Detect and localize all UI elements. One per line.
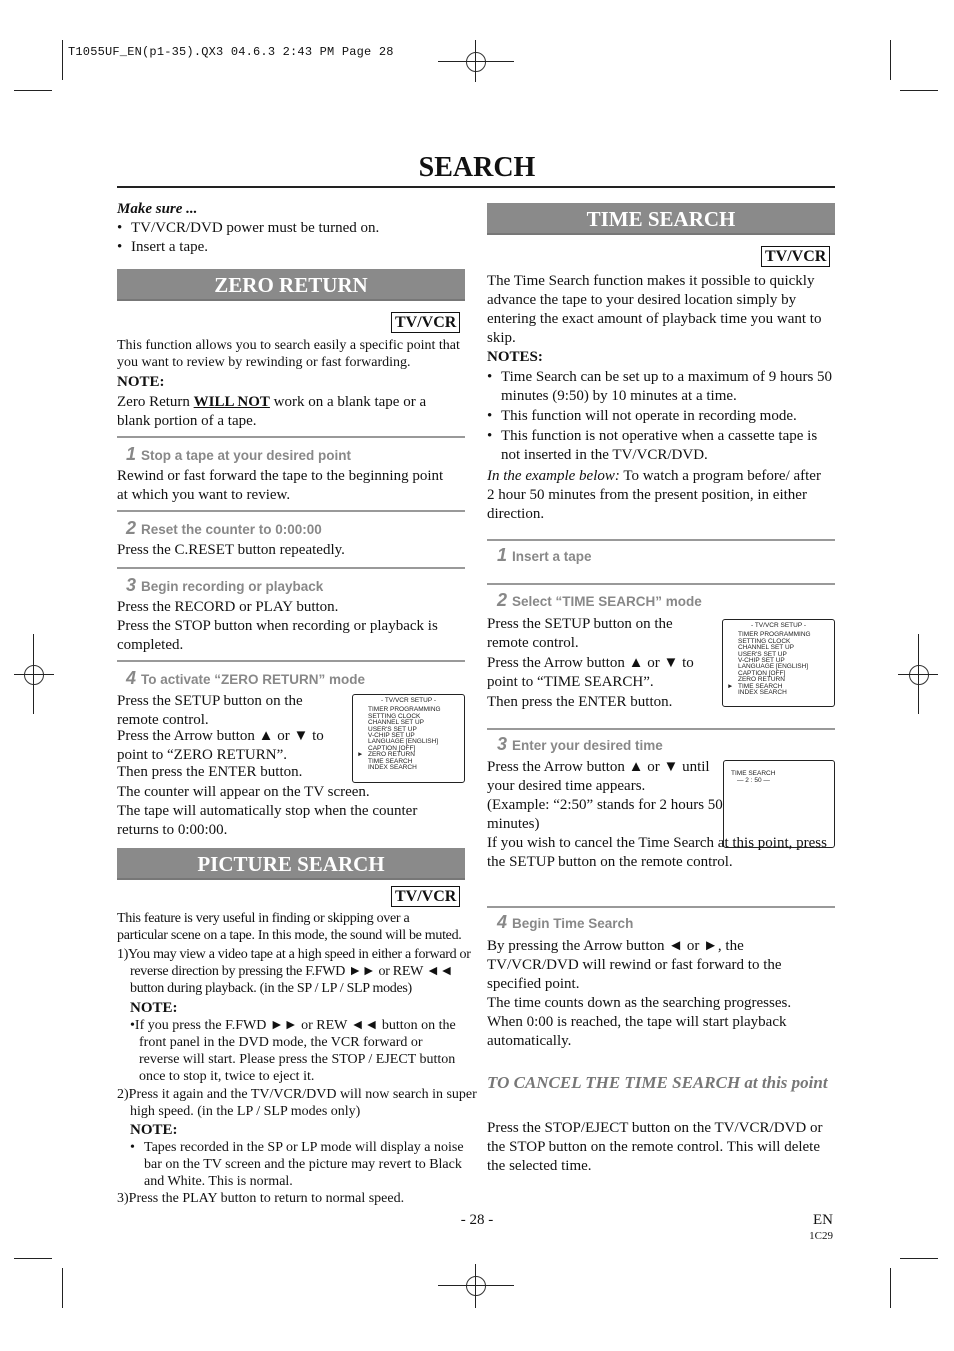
section-bar-zero-return	[117, 269, 465, 301]
note-label: NOTE:	[130, 1122, 178, 1138]
step-heading: 1 Stop a tape at your desired point	[126, 444, 352, 464]
step-rule	[117, 660, 465, 662]
registration-mark	[438, 1285, 514, 1286]
make-sure-item: • Insert a tape.	[117, 238, 462, 257]
section-bar-time-search	[487, 203, 835, 235]
step-heading: 2 Select “TIME SEARCH” mode	[497, 590, 702, 610]
step-body: Press the Arrow button ▲ or ▼ until your desired time appears.	[487, 759, 710, 794]
osd-header: - TV/VCR SETUP -	[380, 697, 437, 704]
osd-item: USER'S SET UP	[368, 725, 417, 733]
step-body: Press the SETUP button on the remote control.	[117, 693, 303, 728]
crop-mark	[14, 90, 52, 91]
make-sure-heading: Make sure ...	[117, 201, 198, 217]
crop-mark	[900, 1258, 938, 1259]
crop-mark	[62, 40, 63, 80]
step-heading: 2 Reset the counter to 0:00:00	[126, 518, 322, 538]
zero-return-note-label: NOTE:	[117, 374, 165, 390]
notes-label: NOTES:	[487, 349, 543, 365]
picture-search-item: 1)You may view a video tape at a high speed in either a forward or reverse direction by pressing the F.FWD ►► or REW ◄◄ button during playback. (in the SP / LP / SLP modes)	[117, 947, 471, 996]
registration-mark	[24, 665, 44, 685]
picture-search-note: • Tapes recorded in the SP or LP mode will display a noise bar on the TV screen and the picture may revert to Black and White. This is normal.	[130, 1139, 465, 1190]
title-rule	[117, 186, 835, 188]
registration-mark	[466, 52, 486, 72]
osd-item: ZERO RETURN	[738, 676, 785, 684]
step-body: Press the Arrow button ▲ or ▼ to point to “ZERO RETURN”.	[117, 728, 324, 763]
osd-ts-label: TIME SEARCH	[731, 770, 776, 777]
step-heading: 3 Enter your desired time	[497, 734, 663, 754]
note-text: Zero Return	[117, 394, 194, 410]
step-body: The counter will appear on the TV screen.	[117, 784, 370, 800]
step-heading: 4 To activate “ZERO RETURN” mode	[126, 668, 366, 688]
example-label: In the example below:	[487, 468, 620, 484]
step-body: Press the RECORD or PLAY button.	[117, 599, 339, 615]
osd-item: LANGUAGE [ENGLISH]	[368, 738, 439, 746]
osd-item: TIME SEARCH	[368, 757, 413, 765]
step-rule	[117, 567, 465, 569]
picture-search-item: 2)Press it again and the TV/VCR/DVD will now search in super high speed. (in the LP / SLP modes only)	[117, 1087, 477, 1119]
note-text: work on a blank tape or a blank portion of a tape.	[117, 394, 427, 429]
page-number: - 28 -	[460, 1212, 494, 1228]
tv-vcr-badge: TV/VCR	[391, 886, 460, 907]
step-body: Then press the ENTER button.	[117, 764, 303, 780]
osd-setup-menu	[352, 694, 465, 783]
osd-ts-value: — 2 : 50 —	[737, 777, 770, 785]
step-body: Then press the ENTER button.	[487, 694, 673, 710]
osd-item: SETTING CLOCK	[738, 637, 791, 645]
registration-mark	[14, 674, 54, 675]
cursor-icon: ►	[727, 682, 734, 690]
picture-search-item: 3)Press the PLAY button to return to normal speed.	[117, 1191, 405, 1206]
page-title: SEARCH	[418, 152, 536, 183]
step-rule	[117, 510, 465, 512]
crop-mark	[14, 1258, 52, 1259]
step-body: Press the SETUP button on the remote control.	[487, 616, 673, 651]
step-heading: 1 Insert a tape	[497, 545, 592, 565]
language-code: EN	[813, 1212, 833, 1228]
picture-search-intro: This feature is very useful in finding or skipping over a particular scene on a tape. In this mode, the sound will be muted.	[117, 911, 462, 943]
registration-mark	[438, 61, 514, 62]
step-body: By pressing the Arrow button ◄ or ►, the TV/VCR/DVD will rewind or fast forward to the specified point.	[487, 938, 782, 992]
step-rule	[487, 906, 835, 908]
time-search-intro: The Time Search function makes it possible to quickly advance the tape to your desired location simply by entering the exact amount of playback time you want to skip.	[487, 273, 822, 346]
osd-item: TIMER PROGRAMMING	[738, 631, 811, 639]
registration-mark	[475, 1264, 476, 1308]
step-body: The tape will automatically stop when the counter returns to 0:00:00.	[117, 803, 418, 838]
cancel-text: Press the STOP/EJECT button on the TV/VCR/DVD or the STOP button on the remote control. This will delete the selected time.	[487, 1120, 823, 1174]
tv-vcr-badge: TV/VCR	[761, 246, 830, 267]
step-body: Rewind or fast forward the tape to the beginning point at which you want to review.	[117, 468, 444, 503]
time-search-note: • This function is not operative when a cassette tape is not inserted in the TV/VCR/DVD.	[487, 427, 835, 465]
section-title: TIME SEARCH	[586, 207, 736, 231]
step-body: Press the Arrow button ▲ or ▼ to point to “TIME SEARCH”.	[487, 655, 694, 690]
step-rule	[487, 539, 835, 541]
crop-mark	[62, 1268, 63, 1308]
step-body: Press the STOP button when recording or playback is completed.	[117, 618, 438, 653]
osd-item: CHANNEL SET UP	[368, 719, 424, 727]
osd-time-search	[723, 760, 835, 848]
osd-setup-menu	[722, 619, 835, 707]
osd-item-selected: ► ZERO RETURN	[357, 751, 415, 759]
step-rule	[487, 583, 835, 585]
note-emphasis: WILL NOT	[193, 394, 270, 410]
section-bar-picture-search	[117, 848, 465, 880]
example-text: To watch a program before/ after 2 hour 50 minutes from the present position, in either direction.	[487, 468, 821, 522]
crop-mark	[900, 90, 938, 91]
time-search-note: • This function will not operate in recording mode.	[487, 407, 835, 426]
osd-item: CAPTION [OFF]	[738, 669, 786, 677]
make-sure-item: • TV/VCR/DVD power must be turned on.	[117, 219, 462, 238]
time-search-note: • Time Search can be set up to a maximum of 9 hours 50 minutes (9:50) by 10 minutes at a time.	[487, 368, 835, 406]
note-label: NOTE:	[130, 1000, 178, 1016]
crop-mark	[890, 40, 891, 80]
step-rule	[487, 728, 835, 730]
osd-item: V-CHIP SET UP	[368, 732, 415, 740]
step-heading: 4 Begin Time Search	[497, 912, 634, 932]
osd-item: LANGUAGE [ENGLISH]	[738, 663, 809, 671]
section-title: ZERO RETURN	[214, 273, 368, 297]
osd-item-selected: ► TIME SEARCH	[727, 682, 783, 690]
make-sure-block	[117, 200, 462, 257]
picture-search-note-list	[130, 1139, 465, 1190]
zero-return-note	[117, 393, 462, 431]
tv-vcr-badge: TV/VCR	[391, 312, 460, 333]
crop-mark	[890, 1268, 891, 1308]
osd-header: - TV/VCR SETUP -	[750, 622, 807, 629]
step-body: (Example: “2:50” stands for 2 hours 50 minutes)	[487, 797, 723, 832]
step-body: The time counts down as the searching progresses. When 0:00 is reached, the tape will start playback automatically.	[487, 995, 792, 1049]
registration-mark	[898, 674, 938, 675]
file-header: T1055UF_EN(p1-35).QX3 04.6.3 2:43 PM Page 28	[68, 45, 394, 59]
osd-item: CHANNEL SET UP	[738, 644, 794, 652]
osd-item: CAPTION [OFF]	[368, 744, 416, 752]
cancel-heading: TO CANCEL THE TIME SEARCH at this point	[487, 1073, 828, 1092]
registration-mark	[909, 665, 929, 685]
section-title: PICTURE SEARCH	[197, 852, 385, 876]
osd-item: INDEX SEARCH	[368, 764, 417, 772]
osd-item: TIMER PROGRAMMING	[368, 706, 441, 714]
time-search-notes	[487, 368, 835, 465]
picture-search-note: •If you press the F.FWD ►► or REW ◄◄ button on the front panel in the DVD mode, the VCR forward or reverse will start. Please press the STOP / EJECT button once to stop it, twice to eject it.	[130, 1018, 456, 1084]
osd-item: V-CHIP SET UP	[738, 657, 785, 665]
document-code: 1C29	[809, 1230, 833, 1242]
osd-item: SETTING CLOCK	[368, 712, 421, 720]
time-search-example	[487, 467, 832, 524]
step-body: Press the C.RESET button repeatedly.	[117, 542, 345, 558]
osd-item: USER'S SET UP	[738, 650, 787, 658]
step-heading: 3 Begin recording or playback	[126, 575, 324, 595]
zero-return-intro: This function allows you to search easily a specific point that you want to review by rewinding or fast forwarding.	[117, 338, 460, 370]
step-body: If you wish to cancel the Time Search at this point, press the SETUP button on the remote control.	[487, 835, 827, 870]
registration-mark	[466, 1276, 486, 1296]
step-rule	[117, 436, 465, 438]
osd-item: INDEX SEARCH	[738, 689, 787, 697]
cursor-icon: ►	[357, 751, 364, 759]
